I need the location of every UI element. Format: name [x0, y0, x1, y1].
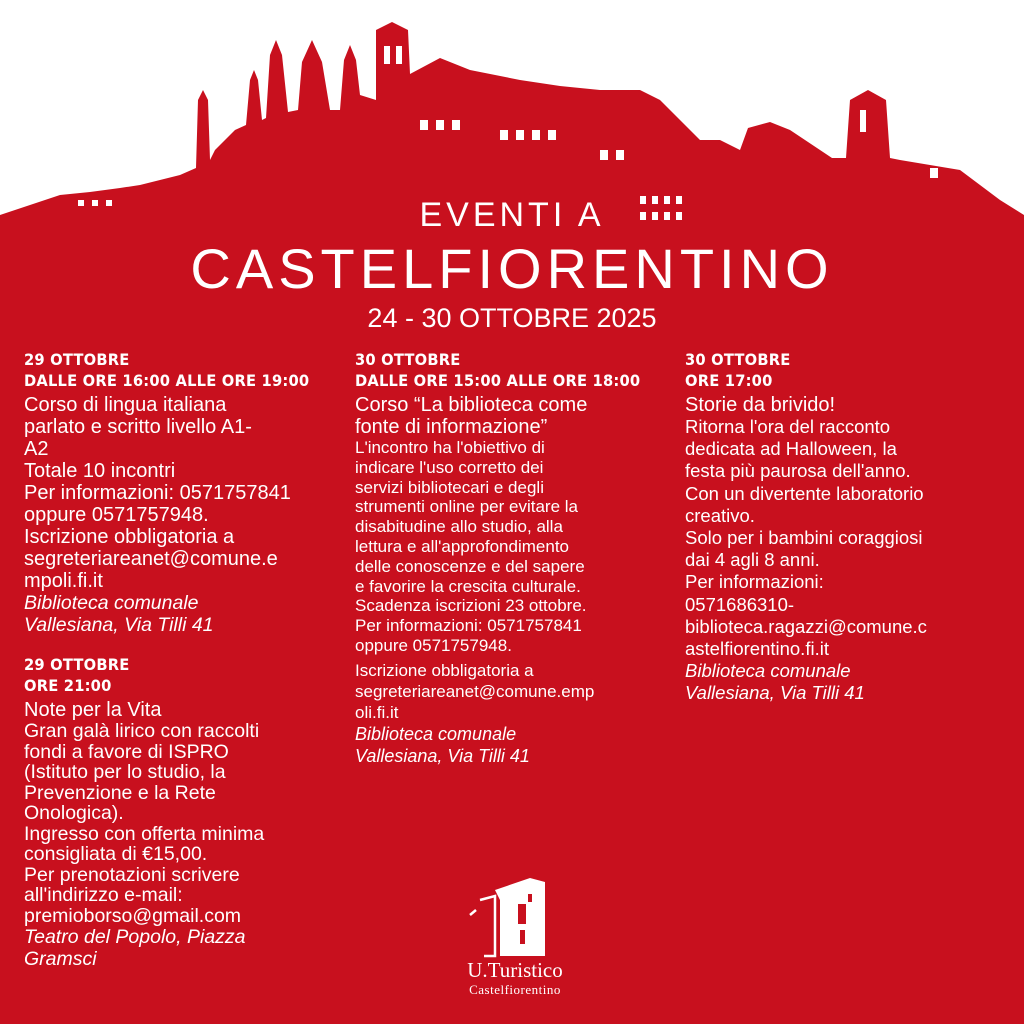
event-description: L'incontro ha l'obiettivo di indicare l'uso corretto dei servizi bibliotecari e degli strumenti online per evitare la disabitudine allo studio, alla lettura e all'approfondimento delle conoscenze e del sapere e favorire la crescita culturale. Scadenza iscrizioni 23 ottobre. Per informazioni: 0571757841 oppure 0571757948.: [355, 438, 587, 655]
event-location: Biblioteca comunale Vallesiana, Via Tilli 41: [685, 660, 865, 704]
event-dates: 24 - 30 OTTOBRE 2025: [367, 303, 657, 333]
event-title: Note per la Vita: [24, 699, 162, 721]
column-middle: [355, 349, 665, 777]
event-title: Corso di lingua italiana parlato e scritto livello A1- A2: [24, 394, 252, 460]
event-date: 29 OTTOBRE: [24, 655, 130, 674]
event-location: Biblioteca comunale Vallesiana, Via Tilli 41: [24, 592, 214, 636]
event-location: Teatro del Popolo, Piazza Gramsci: [24, 926, 246, 970]
event-card-4: [685, 349, 1005, 704]
event-description: Gran galà lirico con raccolti fondi a favore di ISPRO (Istituto per lo studio, la Prevenzione e la Rete Onologica). Ingresso con offerta minima consigliata di €15,00. Per prenotazioni scrivere all'indirizzo e-mail: premioborso@gmail.com: [24, 720, 265, 927]
event-title: Corso “La biblioteca come fonte di informazione”: [355, 394, 588, 438]
event-time: DALLE ORE 16:00 ALLE ORE 19:00: [24, 371, 310, 390]
event-card-1: [24, 349, 344, 636]
logo-text-turistico: U.Turistico: [467, 958, 563, 982]
tower-logo-icon: [440, 870, 590, 960]
event-location: Biblioteca comunale Vallesiana, Via Tilli 41: [355, 723, 530, 766]
title-castelfiorentino: CASTELFIORENTINO: [190, 237, 834, 300]
event-registration: Iscrizione obbligatoria a segreteriareanet@comune.emp oli.fi.it: [355, 660, 595, 722]
event-title: Storie da brivido!: [685, 394, 836, 416]
title-top: [0, 196, 1024, 235]
event-date: 30 OTTOBRE: [685, 350, 791, 369]
event-description: Ritorna l'ora del racconto dedicata ad Halloween, la festa più paurosa dell'anno. Con un divertente laboratorio creativo. Solo per i bambini coraggiosi dai 4 agli 8 anni. Per informazioni: 0571686310- biblioteca.ragazzi@comune.c astelfiorentino.fi.it: [685, 416, 927, 660]
column-right: [685, 349, 1005, 714]
column-left: [24, 349, 344, 980]
event-time: DALLE ORE 15:00 ALLE ORE 18:00: [355, 371, 641, 390]
event-card-3: [355, 349, 665, 767]
event-date: 29 OTTOBRE: [24, 350, 130, 369]
event-time: ORE 17:00: [685, 371, 773, 390]
title-eventi-a: EVENTI A: [419, 196, 605, 234]
event-date: 30 OTTOBRE: [355, 350, 461, 369]
event-time: ORE 21:00: [24, 676, 112, 695]
event-description: Totale 10 incontri Per informazioni: 0571757841 oppure 0571757948. Iscrizione obbligatoria a segreteriareanet@comune.e mpoli.fi.it: [24, 460, 291, 592]
logo-ufficio-turistico: [440, 870, 590, 1010]
logo-text-castelfiorentino: Castelfiorentino: [469, 982, 561, 997]
event-card-2: [24, 654, 344, 970]
